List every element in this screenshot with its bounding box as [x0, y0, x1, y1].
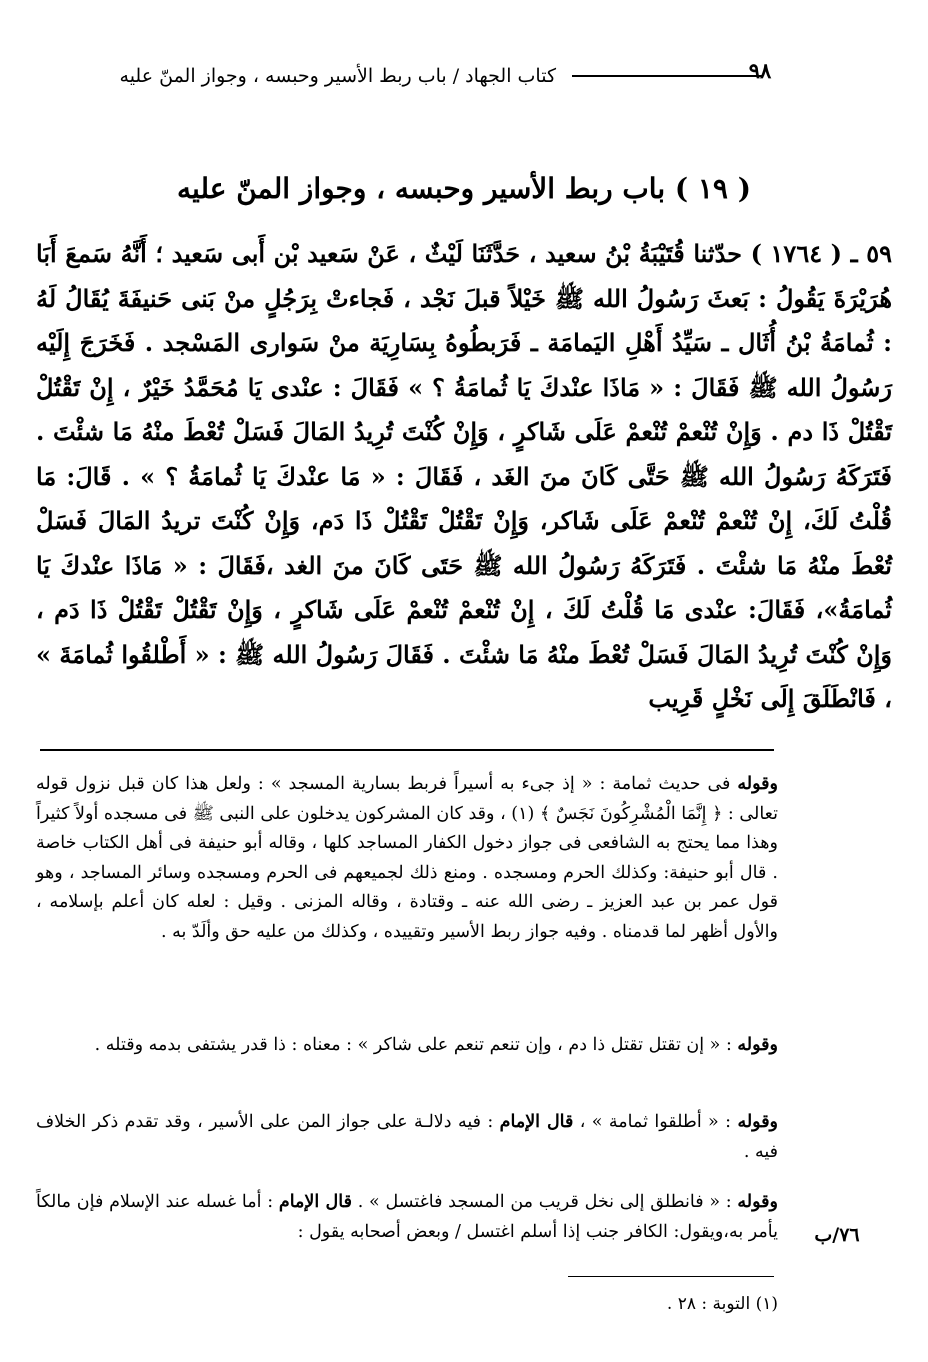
- running-header: [32, 58, 778, 94]
- chapter-title: ( ١٩ ) باب ربط الأسير وحبسه ، وجواز المنّ عليه: [177, 172, 751, 205]
- commentary-text: فى حديث ثمامة : « إذ جىء به أسيراً فربط بسارية المسجد » : ولعل هذا كان قبل نزول قوله تعالى : ﴿ إِنَّمَا الْمُشْرِكُونَ نَجَسٌ ﴾ (١) ، وقد كان المشركون يدخلون على النبى ﷺ فى مسجده أولاً كثيراً وهذا مما يحتج به الشافعى فى جواز دخول الكفار المساجد كلها ، وقاله أبو حنيفة فى أهل الكتاب خاصة . قال أبو حنيفة: وكذلك الحرم ومسجده . ومنع ذلك لجميعهم فى الحرم ومسجده وسائر المساجد ، وهو قول عمر بن عبد العزيز ـ رضى الله عنه ـ وقتادة ، وقاله المزنى . وقيل : لعله كان أعلم بإسلامه ، والأول أظهر لما قدمناه . وفيه جواز ربط الأسير وتقييده ، وكذلك من عليه حق وألَدّ به .: [36, 774, 778, 942]
- section-divider: [40, 749, 774, 751]
- commentary-text: : أما غسله عند الإسلام فإن مالكاً يأمر به،ويقول: الكافر جنب إذا أسلم اغتسل / وبعض أصحابه يقول :: [36, 1192, 778, 1242]
- commentary-paragraph: [36, 1108, 778, 1167]
- commentary-text: : « أطلقوا ثمامة » ،: [573, 1112, 738, 1132]
- commentary-lead-imam: قال الإمام: [278, 1192, 352, 1212]
- commentary-text: : « فانطلق إلى نخل قريب من المسجد فاغتسل » .: [351, 1192, 738, 1212]
- commentary-lead: وقوله: [737, 1112, 779, 1132]
- commentary-paragraph: [36, 770, 778, 947]
- commentary-paragraph: [36, 1188, 778, 1247]
- footnote-rule: [568, 1276, 774, 1277]
- hadith-text: ٥٩ ـ ( ١٧٦٤ ) حدّثنا قُتَيْبَةُ بْنُ سعيد ، حَدَّثَنَا لَيْثٌ ، عَنْ سَعيد بْن أَبى سَعيد ؛ أَنَّهُ سَمعَ أَبَا هُرَيْرَةَ يَقُولُ : بَعثَ رَسُولُ الله ﷺ خَيْلاً قبلَ نَجْد ، فَجاءتْ بِرَجُلٍ منْ بَنى حَنيفَةَ يُقَالُ لَهُ : ثُمامَةُ بْنُ أُثَال ـ سَيِّدُ أَهْلِ اليَمامَة ـ فَرَبطُوهُ بِسَارِيَة منْ سَوارى المَسْجد . فَخَرَجَ إِلَيْه رَسُولُ الله ﷺ فَقَالَ : « مَاذَا عنْدكَ يَا ثُمامَةُ ؟ » فَقَالَ : عنْدى يَا مُحَمَّدُ خَيْرٌ ، إِنْ تَقْتُلْ تَقْتُلْ ذَا دم . وَإِنْ تُنْعمْ تُنْعمْ عَلَى شَاكرٍ ، وَإِنْ كُنْتَ تُرِيدُ المَالَ فَسَلْ تُعْطَ منْهُ مَا شئْتَ . فَتَرَكَهُ رَسُولُ الله ﷺ حَتَّى كَانَ منَ الغَد ، فَقَالَ : « مَا عنْدكَ يَا ثُمامَةُ ؟ » . قَالَ: مَا قُلْتُ لَكَ، إِنْ تُنْعمْ تُنْعمْ عَلَى شَاكر، وَإِنْ تَقْتُلْ تَقْتُلْ ذَا دَم، وَإِنْ كُنْتَ تريدُ المَالَ فَسَلْ تُعْطَ منْهُ مَا شئْتَ . فَتَرَكَهُ رَسُولُ الله ﷺ حَتَى كَانَ منَ الغد ،فَقَالَ : « مَاذَا عنْدكَ يَا ثُمامَةُ»، فَقَالَ: عنْدى مَا قُلْتُ لَكَ ، إِنْ تُنْعمْ تُنْعمْ عَلَى شَاكرٍ ، وَإِنْ تَقْتُلْ تَقْتُلْ ذَا دَم ، وَإِنْ كُنْتَ تُرِيدُ المَالَ فَسَلْ تُعْطَ منْهُ مَا شئْتَ . فَقَالَ رَسُولُ الله ﷺ : « أَطْلقُوا ثُمامَةَ » ، فَانْطَلَقَ إِلَى نَخْلٍ قَرِيب: [36, 239, 893, 713]
- commentary-lead: وقوله: [737, 1192, 778, 1212]
- commentary-paragraph: [36, 1031, 778, 1061]
- running-title: كتاب الجهاد / باب ربط الأسير وحبسه ، وجواز المنّ عليه: [119, 65, 556, 87]
- commentary-lead: وقوله: [737, 774, 778, 794]
- commentary-lead: وقوله: [737, 1035, 778, 1055]
- commentary-text: : « إن تقتل تقتل ذا دم ، وإن تنعم تنعم على شاكر » : معناه : ذا قدر يشتفى بدمه وقتله .: [94, 1035, 738, 1055]
- commentary-text: : فيه دلالـة على جواز المن على الأسير ، وقد تقدم ذكر الخلاف فيه .: [36, 1112, 778, 1162]
- manuscript-margin-ref: ٧٦/ب: [814, 1224, 860, 1246]
- commentary-lead-imam: قال الإمام: [499, 1112, 574, 1132]
- footnote: (١) التوبة : ٢٨ .: [666, 1294, 778, 1314]
- page-number: ٩٨: [748, 58, 772, 83]
- header-rule: [572, 75, 762, 77]
